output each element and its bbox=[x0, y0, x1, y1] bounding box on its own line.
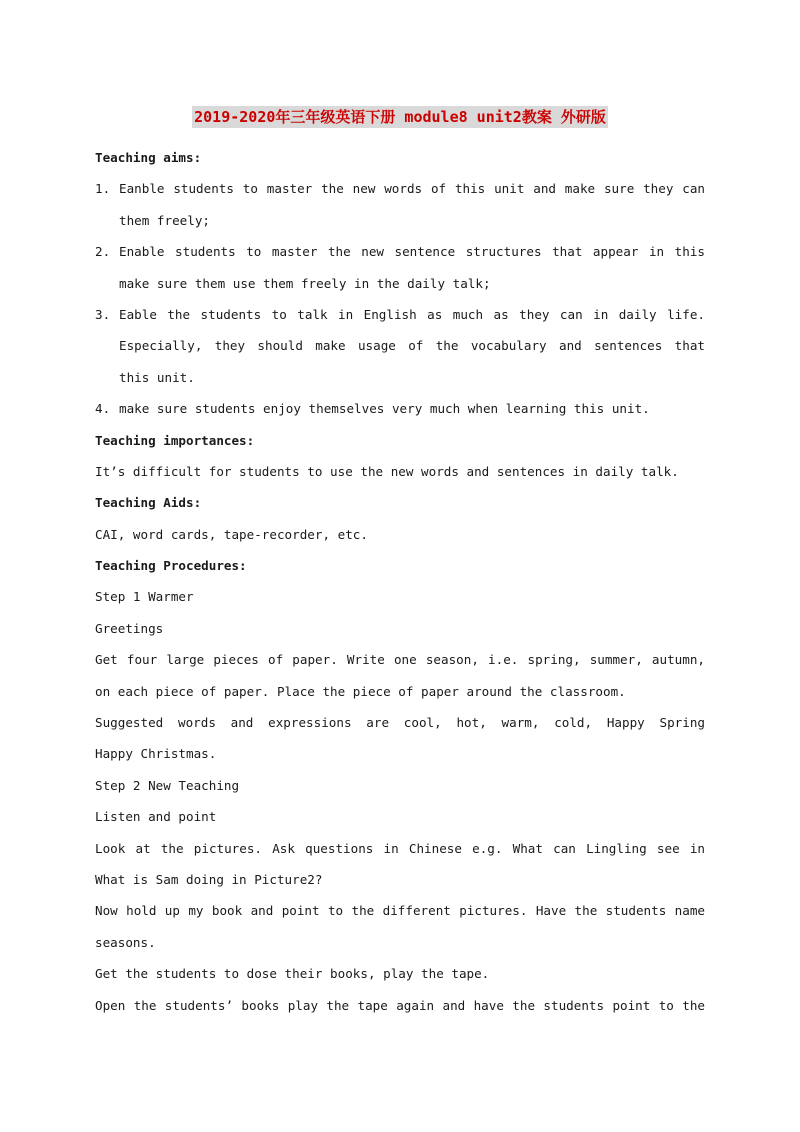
aim-number: 4. bbox=[95, 401, 111, 417]
paragraph-line: Get the students to dose their books, play the tape. bbox=[95, 966, 490, 982]
title-area bbox=[0, 106, 800, 128]
aim-text: Eanble students to master the new words of this unit and make sure they can bbox=[119, 181, 705, 197]
aim-item bbox=[95, 393, 705, 424]
aim-text: Enable students to master the new sentence structures that appear in this bbox=[119, 244, 705, 260]
paragraph-line: seasons. bbox=[95, 934, 156, 950]
aim-text-continued: Especially, they should make usage of the vocabulary and sentences that bbox=[119, 338, 705, 354]
paragraph-line: Get four large pieces of paper. Write one season, i.e. spring, summer, autumn, bbox=[95, 652, 705, 668]
aim-item bbox=[95, 236, 705, 267]
aim-item bbox=[95, 173, 705, 204]
aim-number: 3. bbox=[95, 306, 111, 322]
importances-heading: Teaching importances: bbox=[95, 432, 255, 448]
step-1-heading: Step 1 Warmer bbox=[95, 589, 194, 605]
paragraph-line: Look at the pictures. Ask questions in Chinese e.g. What can Lingling see in bbox=[95, 840, 705, 856]
aids-heading: Teaching Aids: bbox=[95, 495, 202, 511]
paragraph-line: Suggested words and expressions are cool, hot, warm, cold, Happy Spring bbox=[95, 715, 705, 731]
aim-item bbox=[95, 299, 705, 330]
paragraph-line: What is Sam doing in Picture2? bbox=[95, 871, 323, 887]
document-body bbox=[95, 142, 705, 1021]
aim-text-continued: make sure them use them freely in the daily talk; bbox=[119, 275, 491, 291]
listen-point-text: Listen and point bbox=[95, 809, 217, 825]
importances-text: It’s difficult for students to use the new words and sentences in daily talk. bbox=[95, 463, 679, 479]
aim-number: 1. bbox=[95, 181, 111, 197]
aids-text: CAI, word cards, tape-recorder, etc. bbox=[95, 526, 368, 542]
aim-text-continued: this unit. bbox=[119, 369, 195, 385]
paragraph-line: on each piece of paper. Place the piece of paper around the classroom. bbox=[95, 683, 626, 699]
aim-text: make sure students enjoy themselves very much when learning this unit. bbox=[119, 401, 650, 417]
aim-text: Eable the students to talk in English as much as they can in daily life. bbox=[119, 306, 705, 322]
procedures-heading: Teaching Procedures: bbox=[95, 558, 247, 574]
document-title: 2019-2020年三年级英语下册 module8 unit2教案 外研版 bbox=[194, 108, 606, 126]
greetings-text: Greetings bbox=[95, 620, 164, 636]
paragraph-line: Open the students’ books play the tape again and have the students point to the bbox=[95, 997, 705, 1013]
paragraph-line: Happy Christmas. bbox=[95, 746, 217, 762]
aims-heading: Teaching aims: bbox=[95, 150, 202, 165]
aim-text-continued: them freely; bbox=[119, 212, 210, 228]
step-2-heading: Step 2 New Teaching bbox=[95, 777, 240, 793]
paragraph-line: Now hold up my book and point to the different pictures. Have the students name bbox=[95, 903, 705, 919]
aim-number: 2. bbox=[95, 244, 111, 260]
